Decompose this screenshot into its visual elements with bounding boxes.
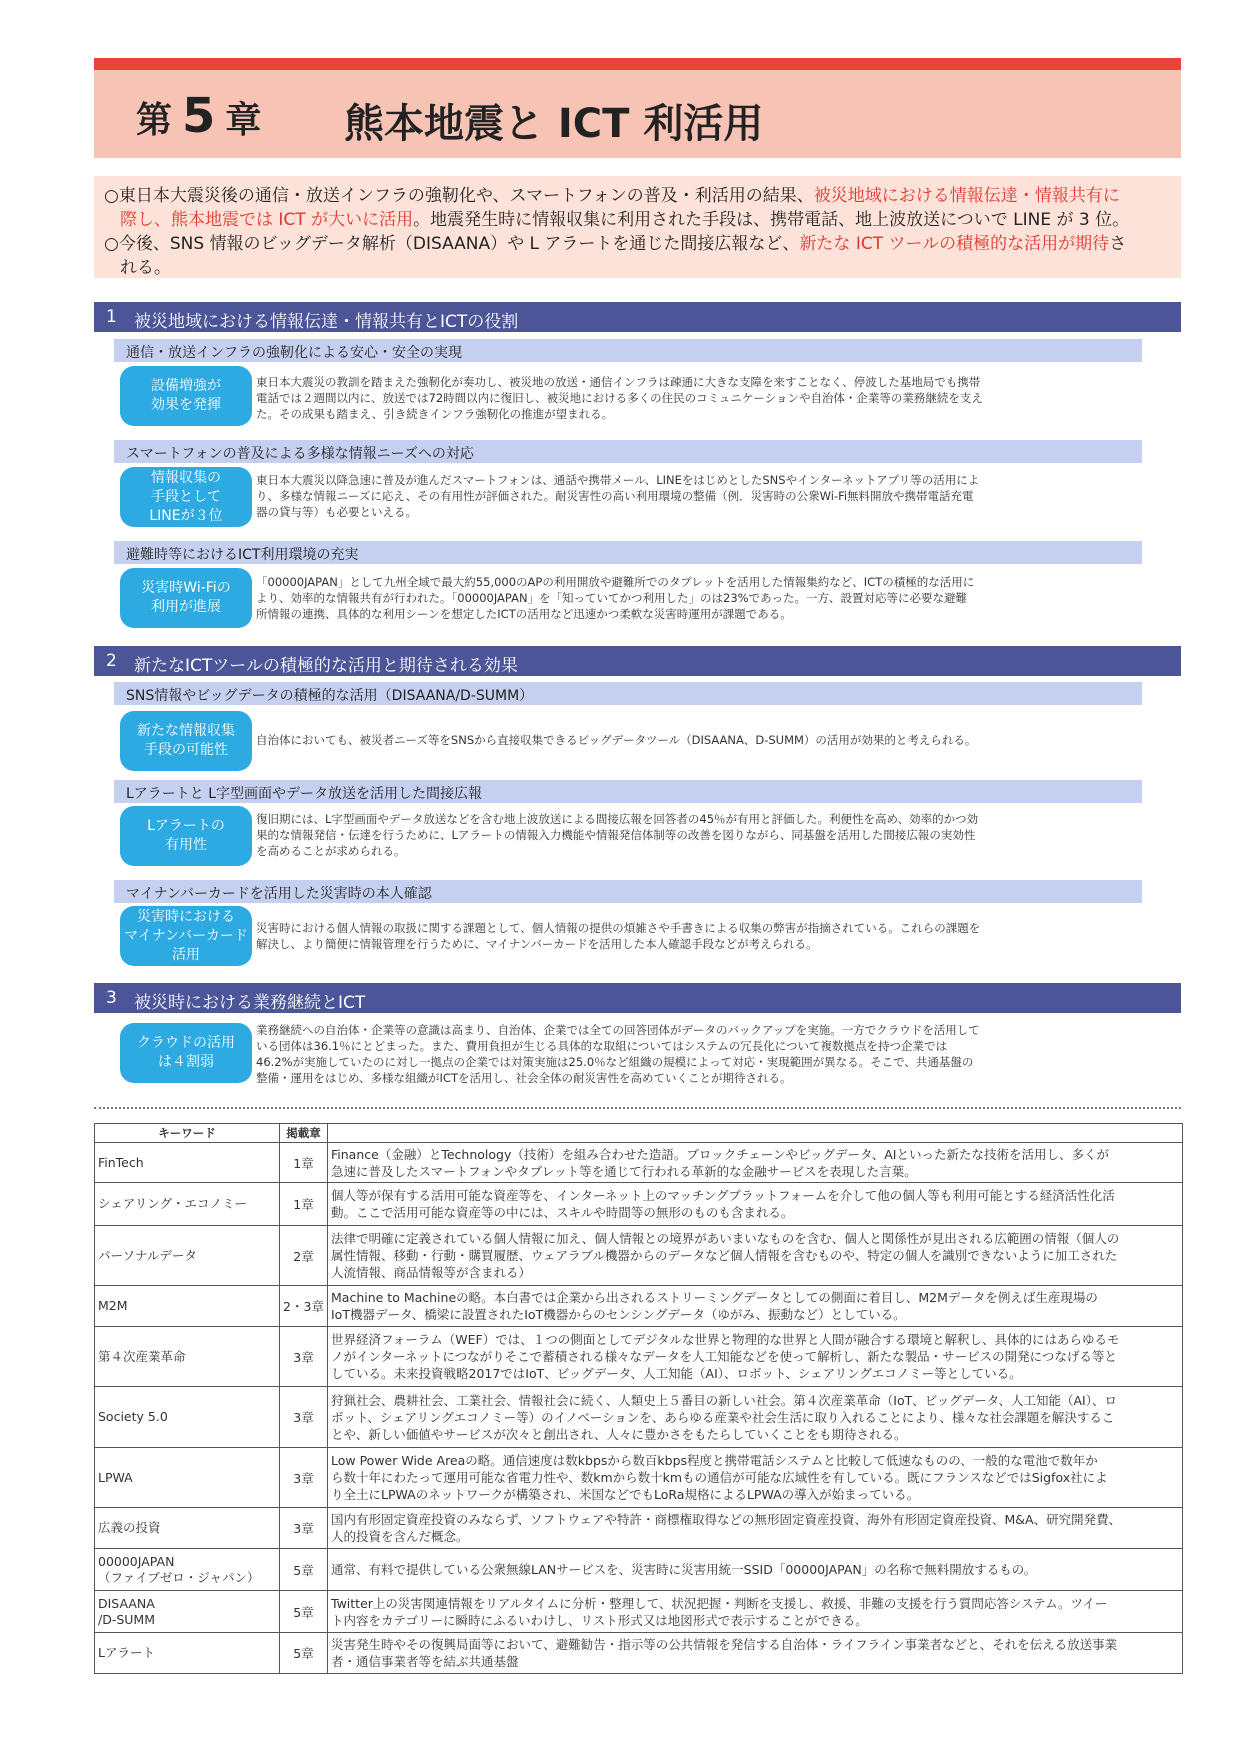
keyword-cell: DISAANA /D-SUMM	[95, 1591, 280, 1633]
table-row	[95, 1143, 1183, 1183]
description-cell: Machine to Machineの略。本白書では企業から出されるストリーミングデータとしての側面に着目し、M2Mデータを例えば生産現場の IoT機器データ、橋梁に設置されたIoT機器からのセンシングデータ（ゆがみ、振動など）としている。	[328, 1286, 1183, 1327]
divider	[94, 1107, 1181, 1109]
chapter-label: 第 5 章	[136, 88, 262, 144]
subsection-text: 自治体においても、被災者ニーズ等をSNSから直接収集できるビッグデータツール（DISAANA、D-SUMM）の活用が効果的と考えられる。	[256, 733, 977, 747]
table-row	[95, 1591, 1183, 1633]
subsection-text: 業務継続への自治体・企業等の意識は高まり、自治体、企業では全ての回答団体がデータのバックアップを実施。一方でクラウドを活用して いる団体は36.1％にとどまった。また、費用負担が生じる具体的な取組についてはシステムの冗長化について複数拠点を持つ企業では 46.2%が実施していたのに対し一拠点の企業では対策実施は25.0％など組織の規模によって対応・実現範囲が異なる。そこで、共通基盤の 整備・運用をはじめ、多様な組織がICTを活用し、社会全体の耐災害性を高めていくことが期待される。	[256, 1023, 980, 1085]
key-point-badge: 災害時Wi-Fiの 利用が進展	[120, 568, 252, 628]
chapter-cell: 1章	[280, 1183, 328, 1226]
table-row	[95, 1549, 1183, 1591]
glossary-table	[94, 1123, 1183, 1674]
keyword-cell: 第４次産業革命	[95, 1327, 280, 1387]
keyword-cell: FinTech	[95, 1143, 280, 1183]
key-point-badge: 情報収集の 手段として LINEが３位	[120, 467, 252, 527]
description-cell: 法律で明確に定義されている個人情報に加え、個人情報との境界があいまいなものを含む、個人と関係性が見出される広範囲の情報（個人の 属性情報、移動・行動・購買履歴、ウェアラブル機器からのデータなど個人情報を含むものや、特定の個人を識別できないように加工された 人流情報、商品情報等が含まれる）	[328, 1226, 1183, 1286]
chapter-cell: 3章	[280, 1327, 328, 1387]
summary-line: ○東日本大震災後の通信・放送インフラの強靭化や、スマートフォンの普及・利活用の結果、被災地域における情報伝達・情報共有に	[104, 186, 1120, 206]
summary-line: 際し、熊本地震では ICT が大いに活用。地震発生時に情報収集に利用された手段は、携帯電話、地上波放送についで LINE が 3 位。	[120, 210, 1130, 230]
chapter-cell: 3章	[280, 1508, 328, 1549]
keyword-cell: LPWA	[95, 1448, 280, 1508]
table-row	[95, 1286, 1183, 1327]
keyword-cell: 広義の投資	[95, 1508, 280, 1549]
keyword-cell: 00000JAPAN （ファイブゼロ・ジャパン）	[95, 1549, 280, 1591]
key-point-badge: 新たな情報収集 手段の可能性	[120, 711, 252, 771]
column-header: 掲載章	[280, 1124, 328, 1143]
description-cell: 国内有形固定資産投資のみならず、ソフトウェアや特許・商標権取得などの無形固定資産投資、海外有形固定資産投資、M&A、研究開発費、 人的投資を含んだ概念。	[328, 1508, 1183, 1549]
subsection-text: 「00000JAPAN」として九州全域で最大約55,000のAPの利用開放や避難所でのタブレットを活用した情報集約など、ICTの積極的な活用に より、効率的な情報共有が行われた。「00000JAPAN」を「知っていてかつ利用した」のは23%であった。一方、設置対応等に必要な避難 所情報の連携、具体的な利用シーンを想定したICTの活用など迅速かつ柔軟な災害時運用が課題である。	[256, 575, 975, 621]
chapter-cell: 5章	[280, 1549, 328, 1591]
keyword-cell: Society 5.0	[95, 1387, 280, 1448]
section-heading: 1 被災地域における情報伝達・情報共有とICTの役割	[94, 302, 1181, 332]
table-row	[95, 1226, 1183, 1286]
chapter-cell: 5章	[280, 1633, 328, 1674]
table-row	[95, 1508, 1183, 1549]
column-header	[328, 1124, 1183, 1143]
column-header: キーワード	[95, 1124, 280, 1143]
chapter-cell: 3章	[280, 1387, 328, 1448]
keyword-cell: パーソナルデータ	[95, 1226, 280, 1286]
key-point-badge: クラウドの活用 は４割弱	[120, 1023, 252, 1083]
subsection-heading: 避難時等におけるICT利用環境の充実	[114, 541, 1142, 564]
description-cell: Finance（金融）とTechnology（技術）を組み合わせた造語。ブロックチェーンやビッグデータ、AIといった新たな技術を活用し、多くが 急速に普及したスマートフォンやタブレット等を通じて行われる革新的な金融サービスを表現した言葉。	[328, 1143, 1183, 1183]
description-cell: Twitter上の災害関連情報をリアルタイムに分析・整理して、状況把握・判断を支援し、救援、非難の支援を行う質問応答システム。ツイー ト内容をカテゴリーに瞬時にふるいわけし、リスト形式又は地図形式で表示することができる。	[328, 1591, 1183, 1633]
table-row	[95, 1633, 1183, 1674]
description-cell: 世界経済フォーラム（WEF）では、１つの側面としてデジタルな世界と物理的な世界と人間が融合する環境と解釈し、具体的にはあらゆるモ ノがインターネットにつながりそこで蓄積される様々なデータを人工知能などを使って解析し、新たな製品・サービスの開発につなげる等と している。未来投資戦略2017ではIoT、ビッグデータ、人工知能（AI）、ロボット、シェアリングエコノミー等としている。	[328, 1327, 1183, 1387]
chapter-cell: 2・3章	[280, 1286, 328, 1327]
table-row	[95, 1183, 1183, 1226]
subsection-heading: SNS情報やビッグデータの積極的な活用（DISAANA/D-SUMM）	[114, 682, 1142, 705]
table-row	[95, 1448, 1183, 1508]
table-row	[95, 1327, 1183, 1387]
table-row	[95, 1387, 1183, 1448]
subsection-heading: Lアラートと L字型画面やデータ放送を活用した間接広報	[114, 780, 1142, 803]
section-heading: 3 被災時における業務継続とICT	[94, 983, 1181, 1013]
subsection-text: 復旧期には、L字型画面やデータ放送などを含む地上波放送による間接広報を回答者の45％が有用と評価した。利便性を高め、効率的かつ効 果的な情報発信・伝達を行うために、Lアラートの情報入力機能や情報発信体制等の改善を図りながら、同基盤を活用した間接広報の実効性 を高めることが求められる。	[256, 812, 979, 858]
key-point-badge: 災害時における マイナンバーカード 活用	[120, 906, 252, 966]
chapter-cell: 2章	[280, 1226, 328, 1286]
subsection-text: 東日本大震災の教訓を踏まえた強靭化が奏功し、被災地の放送・通信インフラは疎通に大きな支障を来すことなく、停波した基地局でも携帯 電話では２週間以内に、放送では72時間以内に復旧し、被災地における多くの住民のコミュニケーションや自治体・企業等の業務継続を支え た。その成果も踏まえ、引き続きインフラ強靭化の推進が望まれる。	[256, 375, 983, 421]
key-point-badge: Lアラートの 有用性	[120, 806, 252, 866]
description-cell: 狩猟社会、農耕社会、工業社会、情報社会に続く、人類史上５番目の新しい社会。第４次産業革命（IoT、ビッグデータ、人工知能（AI）、ロ ボット、シェアリングエコノミー等）のイノベーションを、あらゆる産業や社会生活に取り入れることにより、様々な社会課題を解決するこ とや、新しい価値やサービスが次々と創出され、人々に豊かさをもたらしていくことをも期待される。	[328, 1387, 1183, 1448]
chapter-title: 熊本地震と ICT 利活用	[344, 101, 764, 147]
description-cell: Low Power Wide Areaの略。通信速度は数kbpsから数百kbps程度と携帯電話システムと比較して低速なものの、一般的な電池で数年か ら数十年にわたって運用可能な省電力性や、数kmから数十kmもの通信が可能な広域性を有している。既にフランスなどではSigfox社によ り全土にLPWAのネットワークが構築され、米国などでもLoRa規格によるLPWAの導入が始まっている。	[328, 1448, 1183, 1508]
summary-line: れる。	[120, 258, 171, 278]
description-cell: 通常、有料で提供している公衆無線LANサービスを、災害時に災害用統一SSID「00000JAPAN」の名称で無料開放するもの。	[328, 1549, 1183, 1591]
keyword-cell: M2M	[95, 1286, 280, 1327]
subsection-heading: スマートフォンの普及による多様な情報ニーズへの対応	[114, 440, 1142, 463]
subsection-text: 東日本大震災以降急速に普及が進んだスマートフォンは、通話や携帯メール、LINEをはじめとしたSNSやインターネットアプリ等の活用によ り、多様な情報ニーズに応え、その有用性が評価された。耐災害性の高い利用環境の整備（例．災害時の公衆Wi-Fi無料開放や携帯電話充電 器の貸与等）も必要といえる。	[256, 473, 980, 519]
chapter-cell: 5章	[280, 1591, 328, 1633]
top-accent-bar	[94, 58, 1181, 70]
summary-line: ○今後、SNS 情報のビッグデータ解析（DISAANA）や L アラートを通じた間接広報など、新たな ICT ツールの積極的な活用が期待さ	[104, 234, 1127, 254]
chapter-cell: 1章	[280, 1143, 328, 1183]
key-point-badge: 設備増強が 効果を発揮	[120, 366, 252, 426]
keyword-cell: Lアラート	[95, 1633, 280, 1674]
section-heading: 2 新たなICTツールの積極的な活用と期待される効果	[94, 646, 1181, 676]
keyword-cell: シェアリング・エコノミー	[95, 1183, 280, 1226]
table-header-row	[95, 1124, 1183, 1143]
subsection-heading: 通信・放送インフラの強靭化による安心・安全の実現	[114, 339, 1142, 362]
chapter-cell: 3章	[280, 1448, 328, 1508]
subsection-text: 災害時における個人情報の取扱に関する課題として、個人情報の提供の煩雑さや手書きによる収集の弊害が指摘されている。これらの課題を 解決し、より簡便に情報管理を行うために、マイナンバーカードを活用した本人確認手段などが考えられる。	[256, 921, 981, 951]
description-cell: 個人等が保有する活用可能な資産等を、インターネット上のマッチングプラットフォームを介して他の個人等も利用可能とする経済活性化活 動。ここで活用可能な資産等の中には、スキルや時間等の無形のものも含まれる。	[328, 1183, 1183, 1226]
description-cell: 災害発生時やその復興局面等において、避難勧告・指示等の公共情報を発信する自治体・ライフライン事業者などと、それを伝える放送事業 者・通信事業者等を結ぶ共通基盤	[328, 1633, 1183, 1674]
subsection-heading: マイナンバーカードを活用した災害時の本人確認	[114, 880, 1142, 903]
